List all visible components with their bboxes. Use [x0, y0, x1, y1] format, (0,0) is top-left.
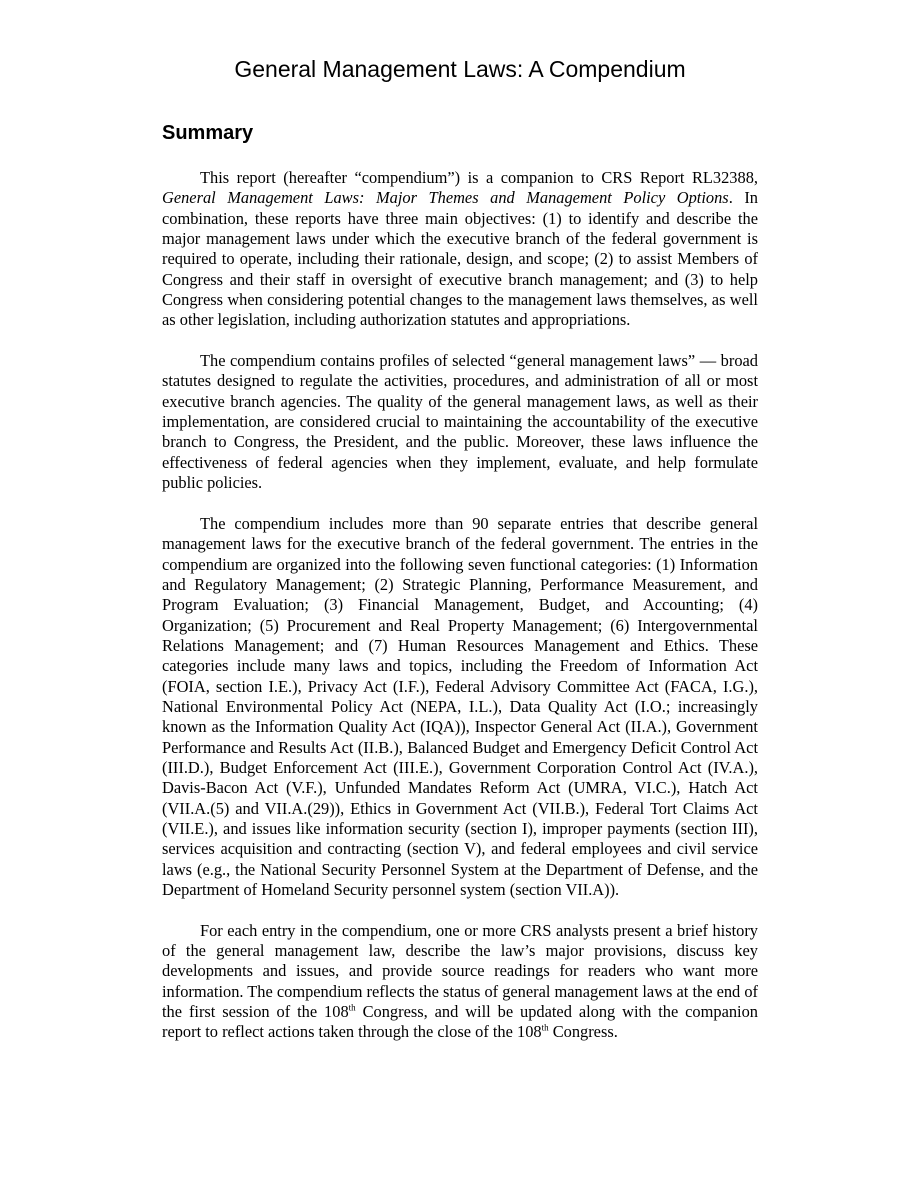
paragraph-1-text-c: . In combination, these reports have three main objectives: (1) to identify and describe the major management laws under which the executive branch of the federal government is required to operate, including their rationale, design, and scope; (2) to assist Members of Congress and their staff in oversight of executive branch management; and (3) to help Congress when considering potential changes to the management laws themselves, as well as other legislation, including authorization statutes and appropriations.: [162, 188, 758, 330]
paragraph-1: [162, 168, 758, 331]
paragraph-1-report-title: General Management Laws: Major Themes and Management Policy Options: [162, 188, 729, 208]
ordinal-suffix-2: th: [541, 1022, 549, 1033]
paragraph-2: The compendium contains profiles of selected “general management laws” — broad statutes designed to regulate the activities, procedures, and administration of all or most executive branch agencies. The quality of the general management laws, as well as their implementation, are considered crucial to maintaining the accountability of the executive branch to Congress, the President, and the public. Moreover, these laws influence the effectiveness of federal agencies when they implement, evaluate, and help formulate public policies.: [162, 351, 758, 493]
paragraph-4-text-c: Congress.: [548, 1022, 618, 1042]
paragraph-3: The compendium includes more than 90 separate entries that describe general management laws for the executive branch of the federal government. The entries in the compendium are organized into the following seven functional categories: (1) Information and Regulatory Management; (2) Strategic Planning, Performance Measurement, and Program Evaluation; (3) Financial Management, Budget, and Accounting; (4) Organization; (5) Procurement and Real Property Management; (6) Intergovernmental Relations Management; and (7) Human Resources Management and Ethics. These categories include many laws and topics, including the Freedom of Information Act (FOIA, section I.E.), Privacy Act (I.F.), Federal Advisory Committee Act (FACA, I.G.), National Environmental Policy Act (NEPA, I.L.), Data Quality Act (I.O.; increasingly known as the Information Quality Act (IQA)), Inspector General Act (II.A.), Government Performance and Results Act (II.B.), Balanced Budget and Emergency Deficit Control Act (III.D.), Budget Enforcement Act (III.E.), Government Corporation Control Act (IV.A.), Davis-Bacon Act (V.F.), Unfunded Mandates Reform Act (UMRA, VI.C.), Hatch Act (VII.A.(5) and VII.A.(29)), Ethics in Government Act (VII.B.), Federal Tort Claims Act (VII.E.), and issues like information security (section I), improper payments (section III), services acquisition and contracting (section V), and federal employees and civil service laws (e.g., the National Security Personnel System at the Department of Defense, and the Department of Homeland Security personnel system (section VII.A)).: [162, 513, 758, 900]
ordinal-suffix-1: th: [348, 1002, 356, 1013]
paragraph-4-text-a: For each entry in the compendium, one or more CRS analysts present a brief history of the general management law, describe the law’s major provisions, discuss key developments and issues, and provide source readings for readers who want more information. The compendium reflects the status of general management laws at the end of the first session of the 108: [162, 920, 758, 1022]
summary-body: [162, 168, 758, 1063]
section-heading-summary: Summary: [162, 122, 254, 144]
paragraph-4: [162, 921, 758, 1043]
document-title: General Management Laws: A Compendium: [234, 56, 686, 82]
paragraph-4-text-b: Congress, and will be updated along with the companion report to reflect actions taken through the close of the 108: [162, 1002, 758, 1042]
paragraph-1-text-a: This report (hereafter “compendium”) is a companion to CRS Report RL32388,: [200, 168, 758, 187]
